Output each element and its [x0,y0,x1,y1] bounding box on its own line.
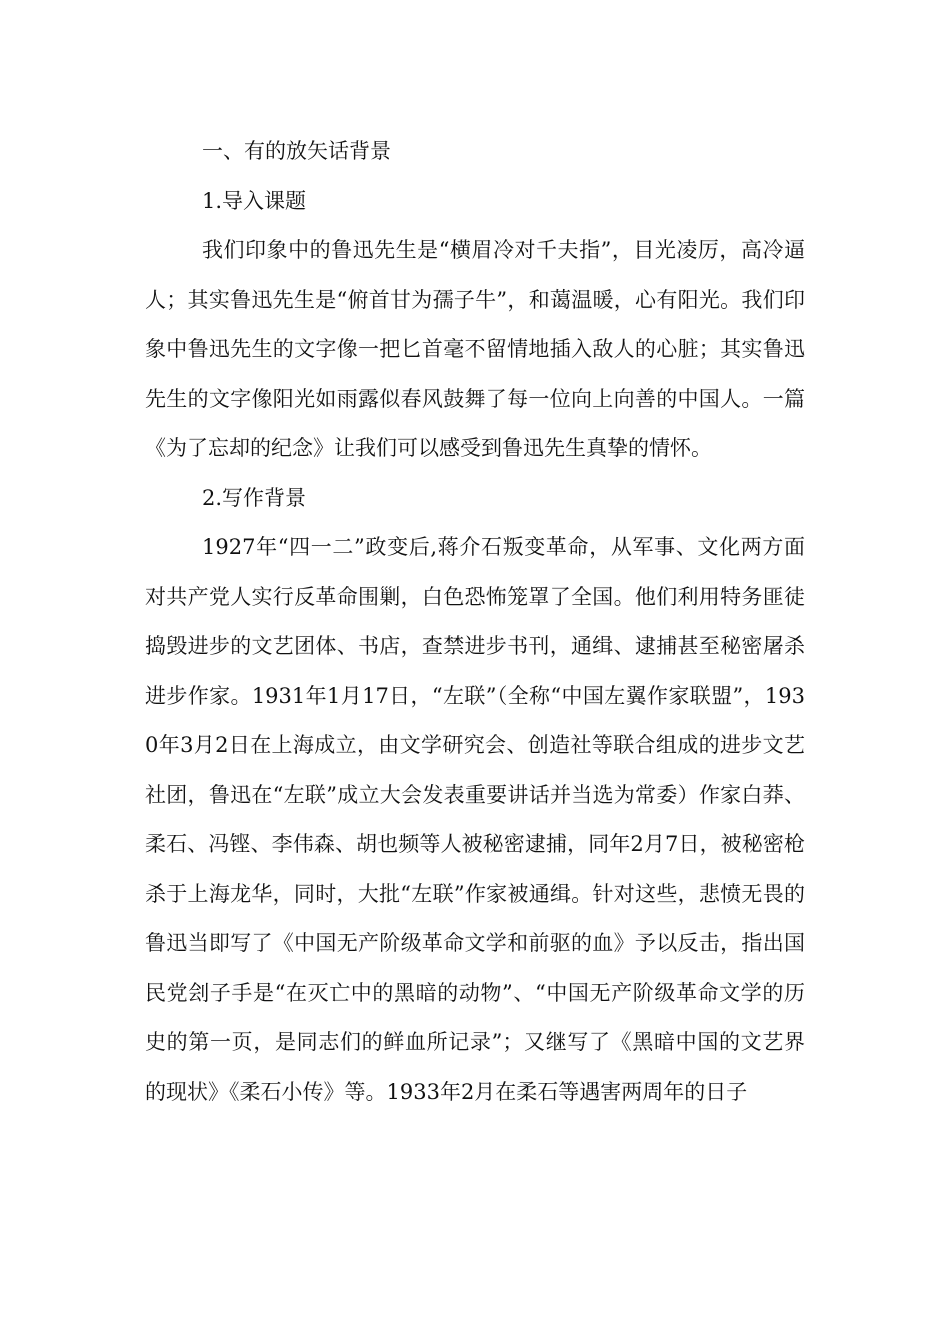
document-body [145,127,805,1117]
subsection-heading-intro: 1.导入课题 [202,188,307,213]
subsection-heading-background: 2.写作背景 [202,485,307,510]
section-heading: 一、有的放矢话背景 [202,139,391,163]
intro-paragraph: 我们印象中的鲁迅先生是“横眉冷对千夫指”，目光凌厉，高冷逼人；其实鲁迅先生是“俯首甘为孺子牛”，和蔼温暖，心有阳光。我们印象中鲁迅先生的文字像一把匕首毫不留情地插入敌人的心脏；其实鲁迅先生的文字像阳光如雨露似春风鼓舞了每一位向上向善的中国人。一篇《为了忘却的纪念》让我们可以感受到鲁迅先生真挚的情怀。 [145,238,805,460]
background-paragraph: 1927年“四一二”政变后,蒋介石叛变革命，从军事、文化两方面对共产党人实行反革命围剿，白色恐怖笼罩了全国。他们利用特务匪徒捣毁进步的文艺团体、书店，查禁进步书刊，通缉、逮捕甚至秘密屠杀进步作家。1931年1月17日，“左联”（全称“中国左翼作家联盟”，1930年3月2日在上海成立，由文学研究会、创造社等联合组成的进步文艺社团，鲁迅在“左联”成立大会发表重要讲话并当选为常委）作家白莽、柔石、冯铿、李伟森、胡也频等人被秘密逮捕，同年2月7日，被秘密枪杀于上海龙华，同时，大批“左联”作家被通缉。针对这些，悲愤无畏的鲁迅当即写了《中国无产阶级革命文学和前驱的血》予以反击，指出国民党刽子手是“在灭亡中的黑暗的动物”、“中国无产阶级革命文学的历史的第一页，是同志们的鲜血所记录”；又继写了《黑暗中国的文艺界的现状》《柔石小传》等。1933年2月在柔石等遇害两周年的日子 [145,535,805,1104]
